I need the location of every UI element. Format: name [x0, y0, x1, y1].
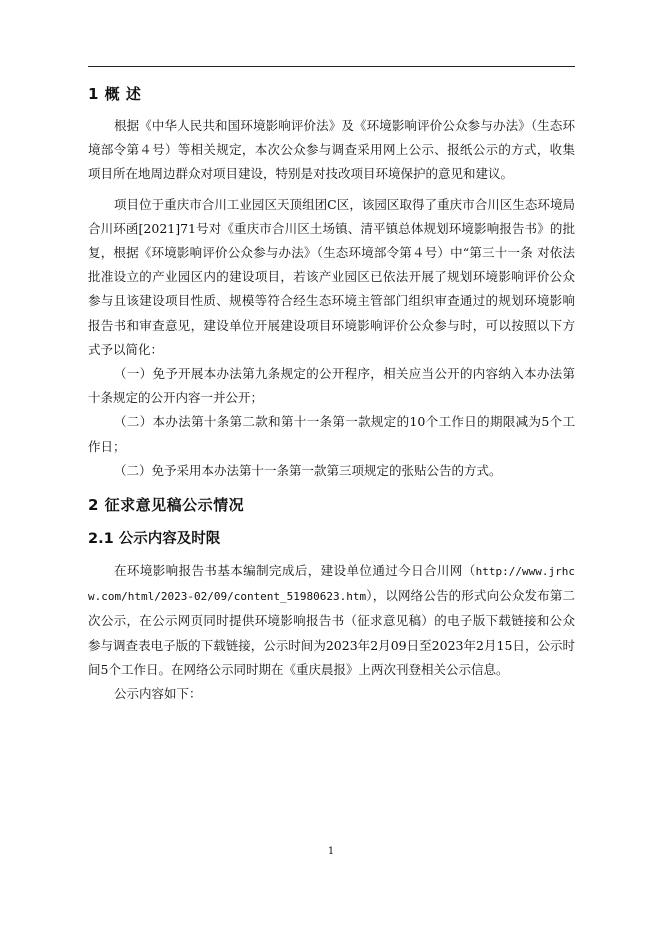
- para-text: ），以网络公告的形式向公众发布第二次公示，在公示网页同时提供环境影响报告书（征求意见稿）的电子版下载链接和公众参与调查表电子版的下载链接，公示时间为2023年2月09日至2023年2月15日，公示时间5个工作日。在网络公示同时期在《重庆晨报》上两次刊登相关公示信息。: [88, 588, 575, 677]
- document-body: [88, 80, 575, 706]
- header-rule: [88, 66, 575, 67]
- section-1-paragraph: 根据《中华人民共和国环境影响评价法》及《环境影响评价公众参与办法》（生态环境部令第４号）等相关规定，本次公众参与调查采用网上公示、报纸公示的方式，收集项目所在地周边群众对项目建设，特别是对技改项目环境保护的意见和建议。: [88, 118, 575, 182]
- section-2-1-heading: 2.1 公示内容及时限: [88, 531, 221, 548]
- section-2-heading: 2 征求意见稿公示情况: [88, 496, 245, 515]
- section-1-paragraph: 项目位于重庆市合川工业园区天顶组团C区，该园区取得了重庆市合川区生态环境局合川环函[2021]71号对《重庆市合川区土场镇、清平镇总体规划环境影响报告书》的批复，根据《环境影响评价公众参与办法》（生态环境部令第４号）中“第三十一条 对依法批准设立的产业园区内的建设项目，若该产业园区已依法开展了规划环境影响评价公众参与且该建设项目性质、规模等符合经生态环境主管部门组织审查通过的规划环境影响报告书和审查意见，建设单位开展建设项目环境影响评价公众参与时，可以按照以下方式予以简化：: [88, 196, 575, 357]
- section-2-paragraph: [88, 559, 575, 682]
- section-1-heading: 1 概 述: [88, 85, 142, 103]
- section-1-paragraph: （一）免予开展本办法第九条规定的公开程序，相关应当公开的内容纳入本办法第十条规定的公开内容一并公开；: [88, 366, 575, 406]
- para-text: 在环境影响报告书基本编制完成后，建设单位通过今日合川网（: [114, 563, 476, 579]
- section-1-paragraph: （二）免予采用本办法第十一条第一款第三项规定的张贴公告的方式。: [114, 462, 502, 478]
- section-2-paragraph: 公示内容如下：: [114, 686, 202, 702]
- section-1-paragraph: （二）本办法第十条第二款和第十一条第一款规定的10个工作日的期限减为5个工作日；: [88, 414, 575, 454]
- announcement-url-link[interactable]: http://www.jrhcw.com/html/2023-02/09/content_51980623.htm: [88, 565, 575, 604]
- page-number: 1: [327, 846, 335, 857]
